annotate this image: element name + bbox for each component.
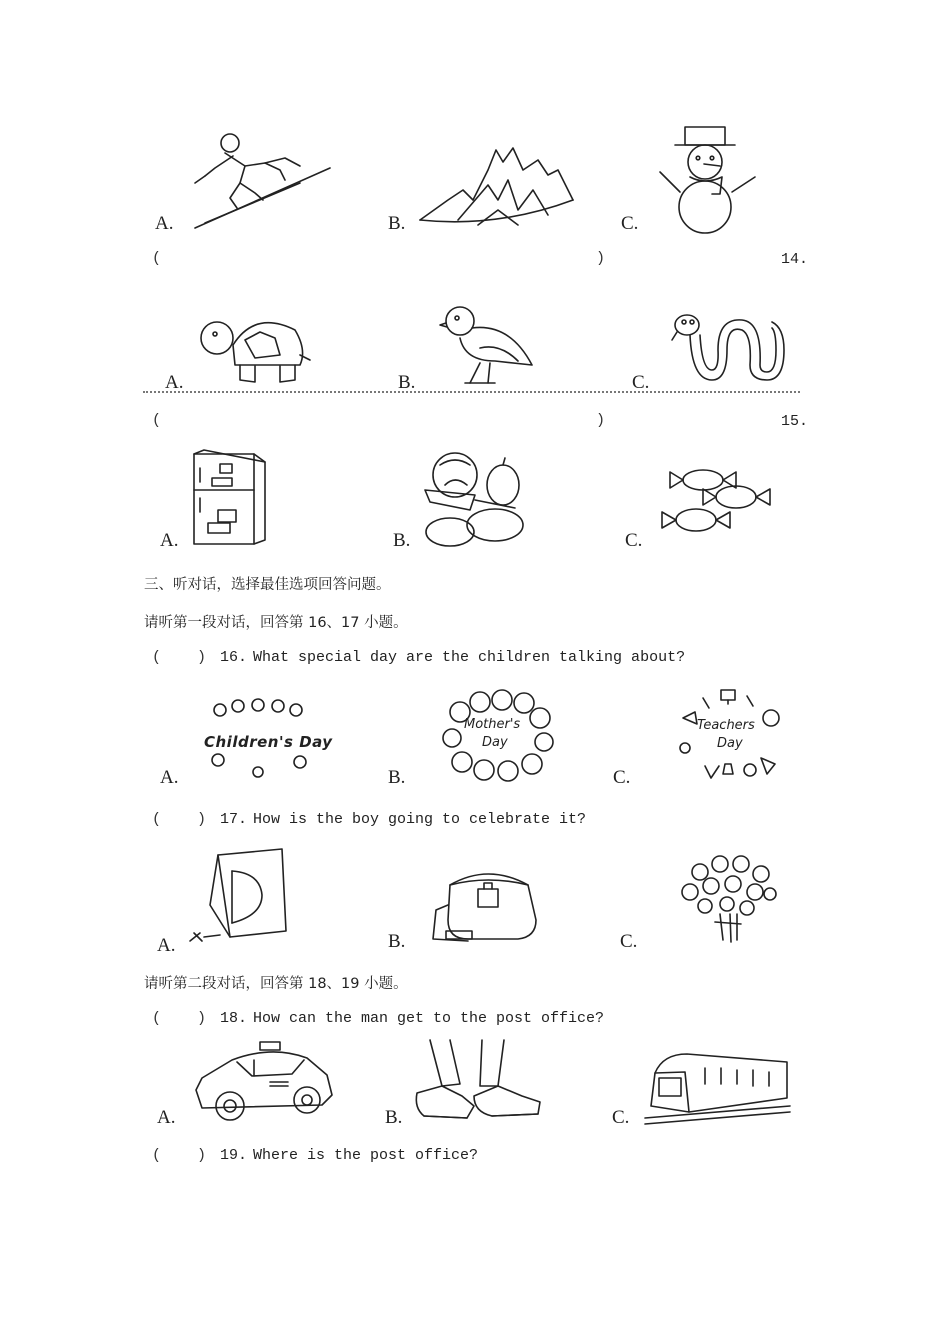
dialogue-2-intro: 请听第二段对话，回答第 18、19 小题。 bbox=[144, 976, 408, 992]
option-c-label: C. bbox=[613, 767, 631, 788]
question-19-number: 19. bbox=[220, 1147, 248, 1164]
answer-paren: ( ) bbox=[152, 811, 207, 828]
option-c-label: C. bbox=[625, 530, 643, 551]
fridge-icon bbox=[190, 448, 270, 548]
question-15-number: 15. bbox=[781, 413, 809, 430]
option-a-label: A. bbox=[155, 213, 174, 234]
childrens-day-text: Children's Day bbox=[204, 733, 333, 751]
vegetables-icon bbox=[415, 440, 530, 550]
answer-paren: ( ) bbox=[152, 649, 207, 666]
teachers-day-line1: Teachers bbox=[697, 718, 755, 733]
question-19-text: Where is the post office? bbox=[253, 1147, 479, 1164]
answer-paren-close: ) bbox=[596, 250, 606, 267]
option-c-label: C. bbox=[621, 213, 639, 234]
question-16-number: 16. bbox=[220, 649, 248, 666]
option-b-label: B. bbox=[388, 931, 406, 952]
option-c-label: C. bbox=[612, 1107, 630, 1128]
flowers-icon bbox=[675, 852, 780, 947]
taxi-icon bbox=[192, 1040, 337, 1125]
option-a-label: A. bbox=[160, 530, 179, 551]
snowman-icon bbox=[650, 122, 765, 232]
answer-paren: ( ) bbox=[152, 1147, 207, 1164]
option-b-label: B. bbox=[385, 1107, 403, 1128]
question-14-number: 14. bbox=[781, 251, 809, 268]
option-b-label: B. bbox=[388, 767, 406, 788]
answer-paren: ( ) bbox=[152, 1010, 207, 1027]
option-a-label: A. bbox=[157, 935, 176, 956]
turtle-icon bbox=[195, 310, 315, 390]
mothers-day-line1: Mother's bbox=[464, 717, 521, 732]
skier-icon bbox=[185, 128, 335, 233]
candy-icon bbox=[658, 462, 778, 537]
answer-paren-close: ) bbox=[596, 412, 606, 429]
option-a-label: A. bbox=[165, 372, 184, 393]
option-b-label: B. bbox=[398, 372, 416, 393]
question-17-number: 17. bbox=[220, 811, 248, 828]
question-17-text: How is the boy going to celebrate it? bbox=[253, 811, 587, 828]
option-b-label: B. bbox=[393, 530, 411, 551]
teachers-day-line2: Day bbox=[717, 736, 743, 751]
option-a-label: A. bbox=[157, 1107, 176, 1128]
mountain-icon bbox=[418, 140, 578, 228]
dialogue-1-intro: 请听第一段对话，回答第 16、17 小题。 bbox=[144, 615, 408, 631]
mothers-day-line2: Day bbox=[482, 735, 508, 750]
answer-paren-open: ( bbox=[152, 250, 162, 267]
separator bbox=[143, 391, 800, 393]
walking-feet-icon bbox=[412, 1038, 547, 1123]
option-c-label: C. bbox=[632, 372, 650, 393]
train-icon bbox=[645, 1048, 790, 1126]
bird-icon bbox=[440, 303, 535, 388]
option-a-label: A. bbox=[160, 767, 179, 788]
option-c-label: C. bbox=[620, 931, 638, 952]
question-18-number: 18. bbox=[220, 1010, 248, 1027]
answer-paren-open: ( bbox=[152, 412, 162, 429]
option-b-label: B. bbox=[388, 213, 406, 234]
snake-icon bbox=[672, 310, 792, 385]
question-18-text: How can the man get to the post office? bbox=[253, 1010, 605, 1027]
bag-icon bbox=[428, 865, 548, 945]
question-16-text: What special day are the children talking about? bbox=[253, 649, 686, 666]
card-icon bbox=[180, 845, 290, 945]
section-title: 三、听对话，选择最佳选项回答问题。 bbox=[144, 577, 391, 593]
